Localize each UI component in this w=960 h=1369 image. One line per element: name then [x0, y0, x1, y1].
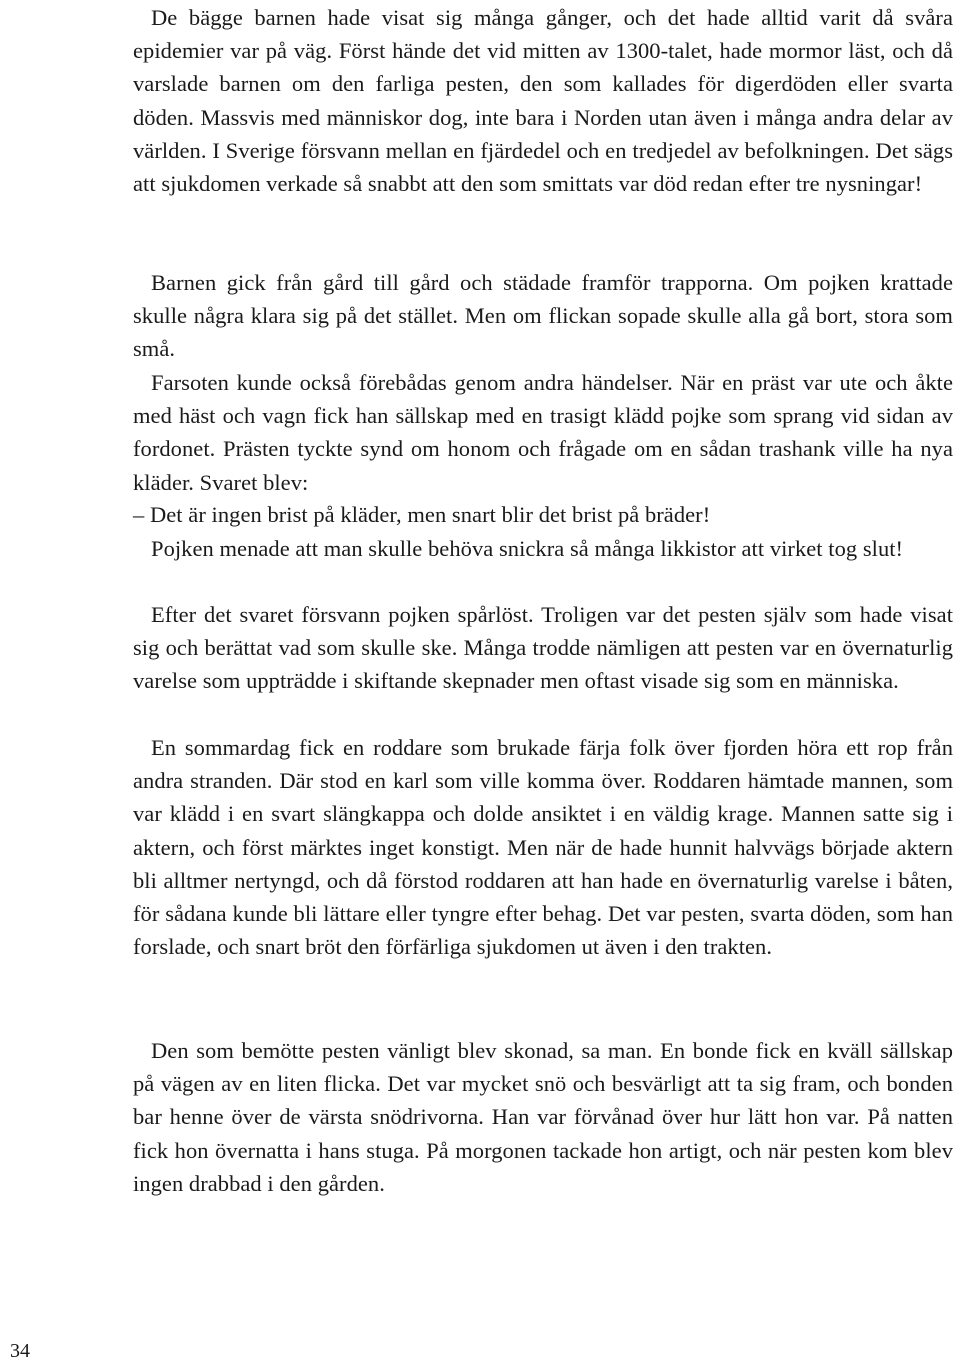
- paragraph-dialogue-line: – Det är ingen brist på kläder, men snart blir det brist på bräder!: [133, 502, 711, 527]
- paragraph-epidemics: De bägge barnen hade visat sig många gånger, och det hade alltid varit då svåra epidemier var på väg. Först hände det vid mitten av 1300-talet, hade mormor läst, och då varslade barnen om den farliga pesten, den som kallades för digerdöden eller svarta döden. Massvis med människor dog, inte bara i Norden utan även i många andra delar av världen. I Sverige försvann mellan en fjärdedel och en tredjedel av befolkningen. Det sägs att sjukdomen verkade så snabbt att den som smittats var död redan efter tre nysningar!: [133, 5, 953, 197]
- paragraph-farmer: Den som bemötte pesten vänligt blev skonad, sa man. En bonde fick en kväll sällskap på vägen av en liten flicka. Det var mycket snö och besvärligt att ta sig fram, och bonden bar henne över de värsta snödrivorna. Han var förvånad över hur lätt hon var. På natten fick hon övernatta i hans stuga. På morgonen tackade hon artigt, och när pesten kom blev ingen drabbad i den gården.: [133, 1038, 953, 1196]
- paragraph-vanished: Efter det svaret försvann pojken spårlöst. Troligen var det pesten själv som hade visat sig och berättat vad som skulle ske. Många trodde nämligen att pesten var en övernaturlig varelse som uppträdde i skiftande skepnader men oftast visade sig som en människa.: [133, 602, 953, 694]
- paragraph-priest: Farsoten kunde också förebådas genom andra händelser. När en präst var ute och åkte med häst och vagn fick han sällskap med en trasigt klädd pojke som sprang vid sidan av fordonet. Prästen tyckte synd om honom och frågade om en sådan trashank ville ha nya kläder. Svaret blev:: [133, 370, 953, 495]
- paragraph-coffins: Pojken menade att man skulle behöva snickra så många likkistor att virket tog slut!: [151, 536, 904, 561]
- paragraph-children-yards: Barnen gick från gård till gård och städade framför trapporna. Om pojken krattade skulle några klara sig på det stället. Men om flickan sopade skulle alla gå bort, stora som små.: [133, 270, 953, 362]
- page-number: 34: [10, 1340, 30, 1362]
- paragraph-ferryman: En sommardag fick en roddare som brukade färja folk över fjorden höra ett rop från andra stranden. Där stod en karl som ville komma över. Roddaren hämtade mannen, som var klädd i en svart slängkappa och dolde ansiktet i en väldig krage. Mannen satte sig i aktern, och först märktes inget konstigt. Men när de hade hunnit halvvägs började aktern bli alltmer nertyngd, och då förstod roddaren att han hade en övernaturlig varelse i båten, för sådana kunde bli lättare eller tyngre efter behag. Det var pesten, svarta döden, som han forslade, och snart bröt den förfärliga sjukdomen ut även i den trakten.: [133, 735, 953, 960]
